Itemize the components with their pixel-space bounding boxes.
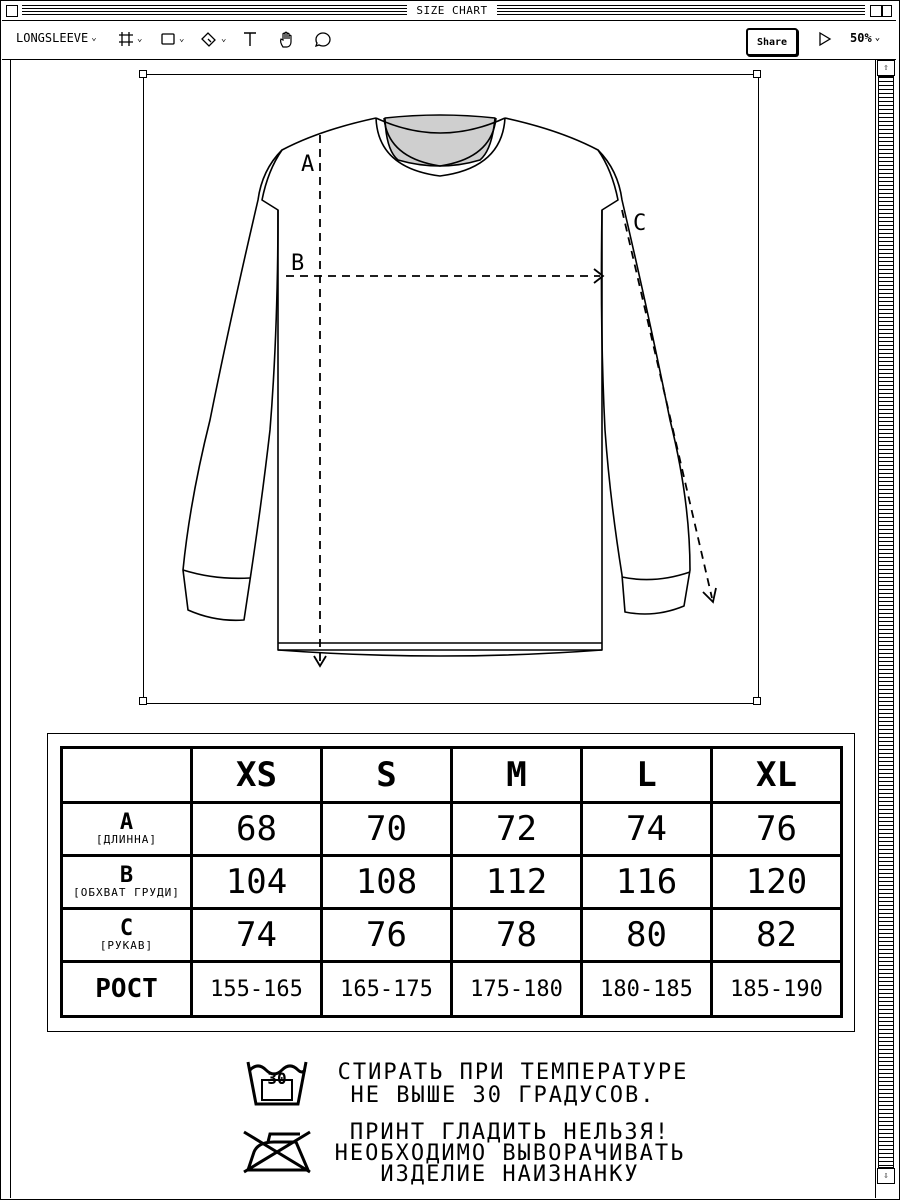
text-tool[interactable]	[242, 31, 258, 47]
no-iron-icon	[240, 1126, 314, 1176]
table-cell: 185-190	[712, 962, 842, 1017]
scroll-down-button[interactable]: ⇩	[877, 1168, 895, 1184]
row-label: РОСТ	[62, 962, 192, 1017]
frame-tool[interactable]	[118, 31, 142, 47]
file-name: LONGSLEEVE	[16, 31, 89, 45]
scroll-up-button[interactable]: ⇧	[877, 60, 895, 76]
present-button[interactable]	[818, 31, 832, 47]
table-cell: 76	[712, 803, 842, 856]
close-box-icon[interactable]	[6, 5, 18, 17]
iron-instruction-line-1: ПРИНТ ГЛАДИТЬ НЕЛЬЗЯ!	[349, 1120, 671, 1145]
table-cell: 68	[192, 803, 322, 856]
table-cell: 80	[582, 909, 712, 962]
file-menu[interactable]	[16, 31, 97, 45]
rectangle-icon	[160, 31, 176, 47]
table-row	[62, 803, 842, 856]
table-cell: 116	[582, 856, 712, 909]
hand-icon	[278, 31, 296, 49]
chevron-down-icon: ⌄	[91, 33, 97, 43]
measure-label-b: B	[291, 251, 305, 276]
table-cell: 104	[192, 856, 322, 909]
zoom-box-icon[interactable]	[870, 5, 882, 17]
row-label: C	[119, 916, 134, 941]
row-sublabel: [РУКАВ]	[99, 939, 154, 952]
table-cell: 72	[452, 803, 582, 856]
title-bar-stripes	[22, 5, 407, 16]
resize-handle[interactable]	[753, 70, 761, 78]
resize-handle[interactable]	[753, 697, 761, 705]
table-header-row	[62, 748, 842, 803]
comment-icon	[314, 31, 332, 49]
zoom-level: 50%	[850, 31, 872, 45]
table-cell: 74	[192, 909, 322, 962]
table-cell: 76	[322, 909, 452, 962]
frame-icon	[118, 31, 134, 47]
title-bar	[2, 2, 896, 21]
measure-label-c: C	[633, 211, 647, 236]
chevron-down-icon: ⌄	[137, 34, 143, 44]
window-title: SIZE CHART	[412, 4, 492, 18]
wash-instruction-line-1: СТИРАТЬ ПРИ ТЕМПЕРАТУРЕ	[337, 1060, 689, 1085]
pen-tool[interactable]	[200, 31, 226, 47]
longsleeve-diagram	[160, 100, 740, 680]
table-cell: 112	[452, 856, 582, 909]
table-cell: 175-180	[452, 962, 582, 1017]
iron-instruction-line-3: ИЗДЕЛИЕ НАИЗНАНКУ	[380, 1162, 640, 1187]
shape-tool[interactable]	[160, 31, 184, 47]
row-label: A	[119, 810, 134, 835]
size-header: M	[452, 748, 582, 803]
table-cell: 78	[452, 909, 582, 962]
toolbar	[2, 21, 896, 60]
size-header: XL	[712, 748, 842, 803]
size-table	[60, 746, 843, 1018]
comment-tool[interactable]	[314, 31, 332, 49]
vertical-scrollbar[interactable]	[878, 76, 894, 1168]
measure-label-a: A	[301, 152, 315, 177]
collapse-box-icon[interactable]	[882, 5, 892, 17]
title-bar-stripes	[497, 5, 865, 16]
hand-tool[interactable]	[278, 31, 296, 49]
table-cell: 180-185	[582, 962, 712, 1017]
size-header: XS	[192, 748, 322, 803]
row-label-cell	[62, 909, 192, 962]
left-border	[0, 60, 11, 1198]
wash-icon-temperature: 30	[267, 1069, 287, 1088]
table-row	[62, 856, 842, 909]
row-label: B	[119, 863, 134, 888]
play-icon	[818, 31, 832, 47]
share-button[interactable]: Share	[746, 28, 798, 56]
chevron-down-icon: ⌄	[221, 34, 227, 44]
size-header: S	[322, 748, 452, 803]
table-corner-cell	[62, 748, 192, 803]
table-row	[62, 909, 842, 962]
resize-handle[interactable]	[139, 70, 147, 78]
pen-icon	[200, 31, 218, 47]
table-row	[62, 962, 842, 1017]
table-cell: 165-175	[322, 962, 452, 1017]
resize-handle[interactable]	[139, 697, 147, 705]
table-cell: 74	[582, 803, 712, 856]
text-icon	[242, 31, 258, 47]
iron-instruction-line-2: НЕОБХОДИМО ВЫВОРАЧИВАТЬ	[334, 1141, 686, 1166]
row-sublabel: [ДЛИННА]	[96, 833, 157, 846]
table-cell: 108	[322, 856, 452, 909]
size-header: L	[582, 748, 712, 803]
zoom-menu[interactable]	[850, 31, 880, 45]
table-cell: 120	[712, 856, 842, 909]
chevron-down-icon: ⌄	[179, 34, 185, 44]
table-cell: 70	[322, 803, 452, 856]
row-label-cell	[62, 803, 192, 856]
row-label-cell	[62, 856, 192, 909]
table-cell: 82	[712, 909, 842, 962]
row-sublabel: [ОБХВАТ ГРУДИ]	[73, 886, 180, 899]
wash-instruction-line-2: НЕ ВЫШЕ 30 ГРАДУСОВ.	[350, 1083, 656, 1108]
table-cell: 155-165	[192, 962, 322, 1017]
chevron-down-icon: ⌄	[874, 33, 881, 43]
